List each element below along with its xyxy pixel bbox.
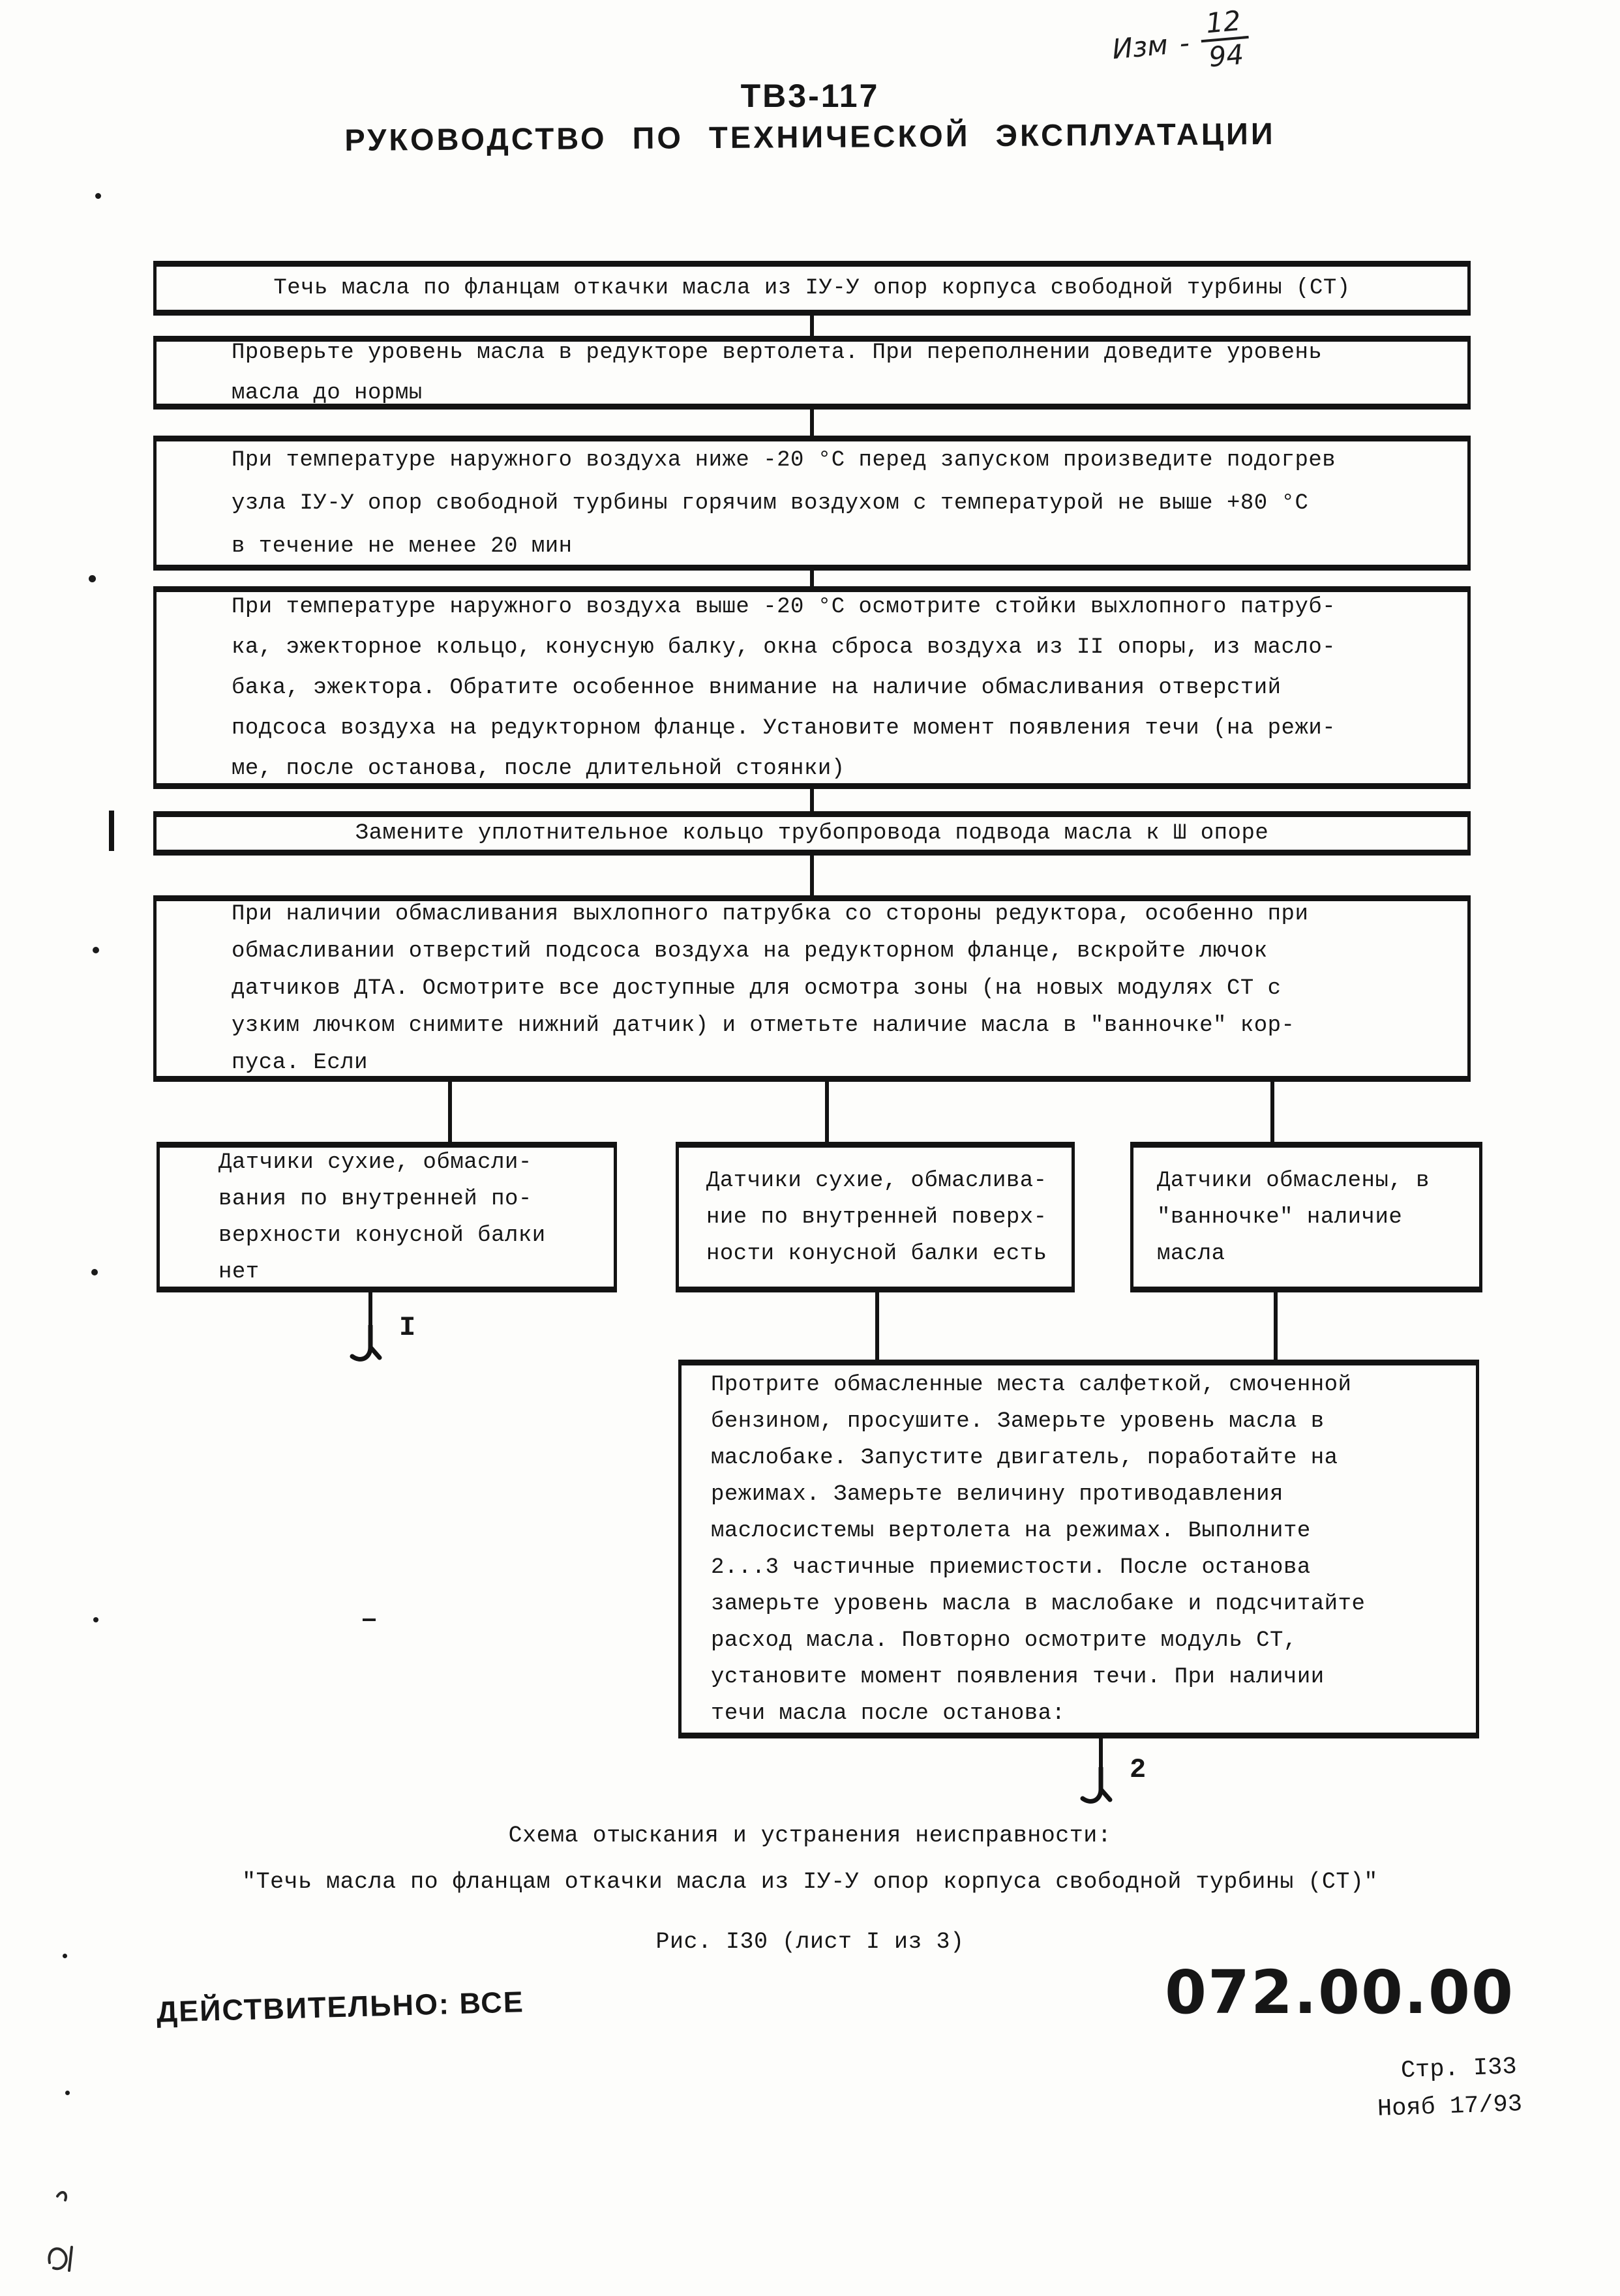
scan-artifact: [63, 1954, 67, 1958]
scan-artifact: [93, 1617, 98, 1622]
caption-figure-ref: Рис. I30 (лист I из 3): [655, 1929, 965, 1955]
footer-effectivity: ДЕЙСТВИТЕЛЬНО: ВСЕ: [156, 1985, 525, 2029]
text-line: замерьте уровень масла в маслобаке и подсчитайте: [711, 1591, 1366, 1617]
text-line: масла: [1157, 1241, 1225, 1266]
flow-box-step2: [153, 436, 1471, 571]
branch-exit-label-1: I: [399, 1312, 416, 1343]
caption-line-2: "Течь масла по фланцам откачки масла из IУ-У опор корпуса свободной турбины (СТ)": [242, 1869, 1378, 1895]
text-line: режимах. Замерьте величину противодавления: [711, 1482, 1283, 1507]
text-line: вания по внутренней по-: [218, 1186, 532, 1212]
text-line: течи масла после останова:: [711, 1701, 1066, 1726]
scan-artifact: [89, 575, 96, 582]
text-line: маслобаке. Запустите двигатель, поработайте на: [711, 1445, 1338, 1470]
text-line: нет: [218, 1259, 260, 1285]
text-line: При температуре наружного воздуха ниже -20 °С перед запуском произведите подогрев: [232, 447, 1336, 473]
page-title: РУКОВОДСТВО ПО ТЕХНИЧЕСКОЙ ЭКСПЛУАТАЦИИ: [344, 116, 1276, 157]
scan-artifact: [109, 811, 114, 851]
connector-line: [1274, 1292, 1278, 1360]
text-line: Течь масла по фланцам откачки масла из IУ-У опор корпуса свободной турбины (СТ): [273, 276, 1351, 301]
flow-box-step3: [153, 586, 1471, 789]
flow-box-branch-middle: [676, 1142, 1075, 1292]
footer-revision-date: Нояб 17/93: [1377, 2091, 1523, 2123]
text-line: обмасливании отверстий подсоса воздуха на редукторном фланце, вскройте лючок: [232, 938, 1268, 964]
text-line: пуса. Если: [232, 1050, 368, 1075]
text-line: в течение не менее 20 мин: [232, 533, 573, 559]
text-line: Протрите обмасленные места салфеткой, смоченной: [711, 1372, 1352, 1397]
text-line: подсоса воздуха на редукторном фланце. Установите момент появления течи (на режи-: [232, 715, 1336, 741]
text-line: маслосистемы вертолета на режимах. Выполните: [711, 1518, 1311, 1543]
flow-box-step4: [153, 811, 1471, 856]
text-line: масла до нормы: [232, 380, 423, 406]
connector-line: [810, 789, 814, 811]
text-line: установите момент появления течи. При наличии: [711, 1664, 1325, 1690]
handwritten-annotation: [1109, 6, 1252, 80]
flow-box-problem: [153, 261, 1471, 316]
text-line: бензином, просушите. Замерьте уровень масла в: [711, 1409, 1325, 1434]
text-line: верхности конусной балки: [218, 1223, 546, 1248]
flow-arrow-down-icon: [339, 1325, 398, 1365]
connector-line: [448, 1082, 452, 1142]
text-line: ме, после останова, после длительной стоянки): [232, 756, 845, 781]
flow-box-branch-right: [1130, 1142, 1482, 1292]
scan-artifact: [91, 1269, 98, 1275]
text-line: Датчики сухие, обмасли-: [218, 1150, 532, 1175]
connector-line: [825, 1082, 829, 1142]
connector-line: [810, 410, 814, 436]
scan-artifact: [363, 1618, 376, 1621]
handwritten-word: Изм: [1111, 28, 1169, 65]
text-line: Датчики сухие, обмаслива-: [706, 1168, 1047, 1193]
flow-box-branch-left: [157, 1142, 617, 1292]
handwritten-numerator: 12: [1198, 6, 1249, 42]
connector-line: [1270, 1082, 1274, 1142]
header-doc-code: ТВ3-117: [740, 78, 880, 114]
text-line: При температуре наружного воздуха выше -20 °С осмотрите стойки выхлопного патруб-: [232, 594, 1336, 619]
handwritten-fraction: [1198, 6, 1252, 72]
handwritten-dash: -: [1178, 26, 1191, 59]
connector-line: [810, 571, 814, 586]
text-line: ности конусной балки есть: [706, 1241, 1047, 1266]
flow-box-step5: [153, 895, 1471, 1082]
text-line: ка, эжекторное кольцо, конусную балку, окна сброса воздуха из II опоры, из масло-: [232, 634, 1336, 660]
text-line: узким лючком снимите нижний датчик) и отметьте наличие масла в "ванночке" кор-: [232, 1013, 1295, 1038]
text-line: расход масла. Повторно осмотрите модуль СТ,: [711, 1628, 1297, 1653]
connector-line: [810, 856, 814, 895]
connector-line: [875, 1292, 879, 1360]
text-line: датчиков ДТА. Осмотрите все доступные для осмотра зоны (на новых модулях СТ с: [232, 976, 1282, 1001]
footer-ata-code: 072.00.00: [1165, 1958, 1514, 2027]
caption-line-1: Схема отыскания и устранения неисправности:: [508, 1823, 1112, 1849]
flow-box-step1: [153, 336, 1471, 410]
scan-artifact: [95, 193, 101, 199]
text-line: бака, эжектора. Обратите особенное внимание на наличие обмасливания отверстий: [232, 675, 1282, 700]
footer-page-number: Стр. I33: [1400, 2053, 1518, 2085]
text-line: Датчики обмаслены, в: [1157, 1168, 1430, 1193]
text-line: 2...3 частичные приемистости. После останова: [711, 1555, 1311, 1580]
flow-box-action: [678, 1360, 1479, 1738]
scan-artifact: [38, 2184, 116, 2289]
flow-arrow-down-icon: [1070, 1767, 1128, 1808]
text-line: ние по внутренней поверх-: [706, 1204, 1047, 1230]
text-line: Проверьте уровень масла в редукторе вертолета. При переполнении доведите уровень: [232, 340, 1323, 365]
handwritten-denominator: 94: [1207, 38, 1246, 74]
text-line: При наличии обмасливания выхлопного патрубка со стороны редуктора, особенно при: [232, 901, 1309, 927]
text-line: узла IУ-У опор свободной турбины горячим воздухом с температурой не выше +80 °С: [232, 490, 1309, 516]
text-line: Замените уплотнительное кольцо трубопровода подвода масла к Ш опоре: [355, 821, 1269, 846]
text-line: "ванночке" наличие: [1157, 1204, 1403, 1230]
branch-exit-label-2: 2: [1130, 1754, 1147, 1785]
scan-artifact: [65, 2091, 70, 2095]
scan-artifact: [93, 947, 99, 953]
